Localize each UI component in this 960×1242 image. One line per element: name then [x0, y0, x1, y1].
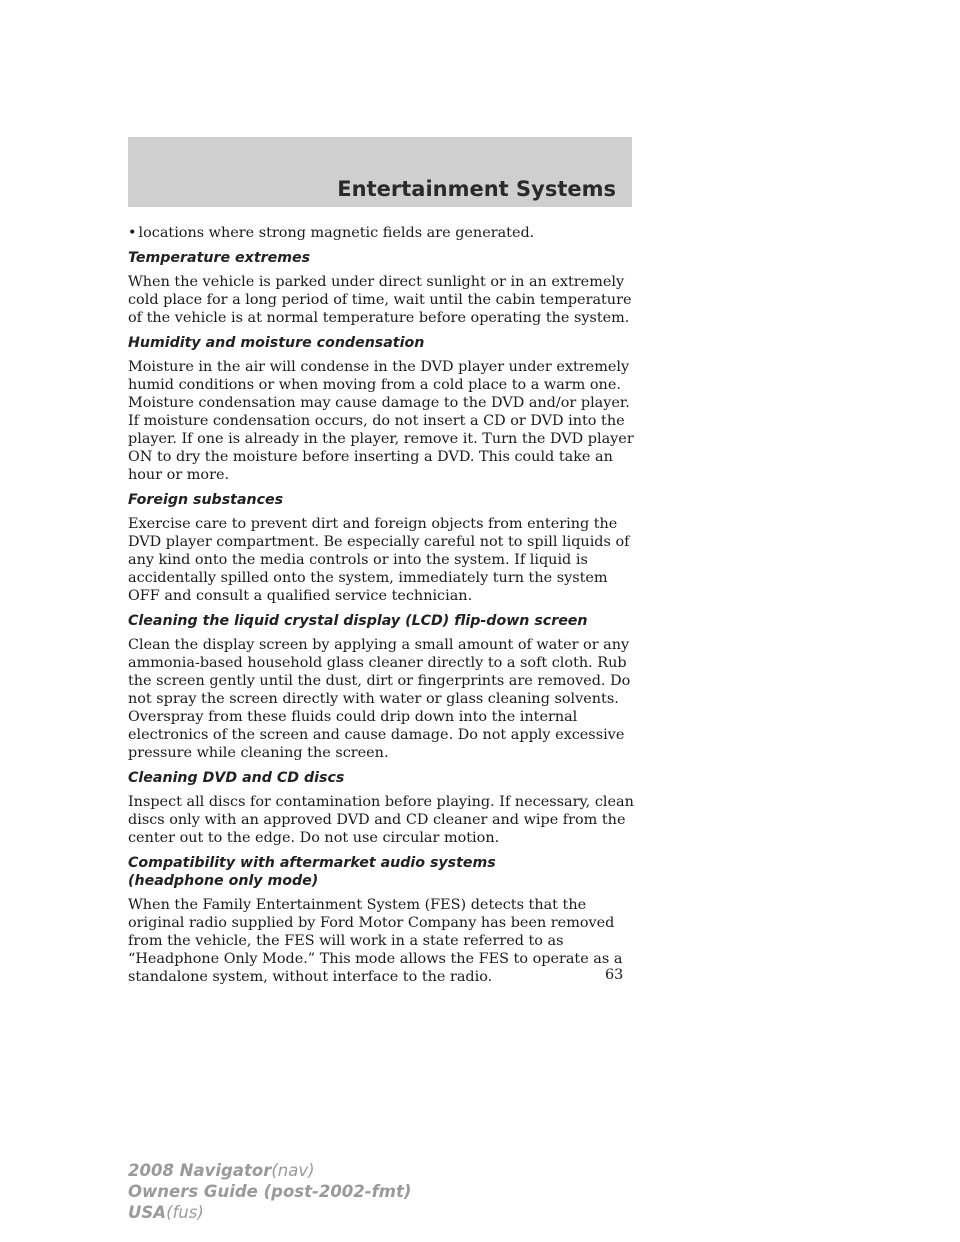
footer-line-2: Owners Guide (post-2002-fmt) — [128, 1182, 412, 1201]
heading-cleaning-discs: Cleaning DVD and CD discs — [128, 770, 345, 786]
heading-compatibility — [128, 854, 640, 890]
page-content — [128, 224, 640, 993]
footer — [128, 1160, 411, 1223]
paragraph-compatibility: When the Family Entertainment System (FES) detects that the original radio supplied by Ford Motor Company has been removed from the vehicle, the FES will work in a state referred to as “Headphone Only Mode.” This mode allows the FES to operate as a standalone system, without interface to the radio. — [128, 897, 623, 985]
heading-cleaning-lcd: Cleaning the liquid crystal display (LCD) flip-down screen — [128, 613, 588, 629]
paragraph-cleaning-lcd: Clean the display screen by applying a small amount of water or any ammonia-based household glass cleaner directly to a soft cloth. Rub the screen gently until the dust, dirt or fingerprints are removed. Do not spray the screen directly with water or glass cleaning solvents. Overspray from these fluids could drip down into the internal electronics of the screen and cause damage. Do not apply excessive pressure while cleaning the screen. — [128, 637, 631, 761]
heading-temperature-extremes: Temperature extremes — [128, 250, 311, 266]
heading-foreign-substances: Foreign substances — [128, 492, 284, 508]
section-title: Entertainment Systems — [337, 177, 616, 201]
paragraph-humidity: Moisture in the air will condense in the DVD player under extremely humid conditions or when moving from a cold place to a warm one. Moisture condensation may cause damage to the DVD and/or player. If moisture condensation occurs, do not insert a CD or DVD into the player. If one is already in the player, remove it. Turn the DVD player ON to dry the moisture before inserting a DVD. This could take an hour or more. — [128, 359, 634, 483]
bullet-text: locations where strong magnetic fields are generated. — [138, 225, 535, 241]
footer-model: 2008 Navigator — [128, 1161, 272, 1180]
heading-humidity: Humidity and moisture condensation — [128, 335, 425, 351]
footer-model-code: (nav) — [271, 1161, 315, 1180]
paragraph-temperature-extremes: When the vehicle is parked under direct sunlight or in an extremely cold place for a long period of time, wait until the cabin temperature of the vehicle is at normal temperature before operating the system. — [128, 274, 632, 326]
bullet-item — [128, 224, 640, 242]
header-band — [128, 137, 632, 207]
page-number: 63 — [605, 967, 624, 983]
footer-market-code: (fus) — [166, 1203, 204, 1222]
heading-compatibility-line2: (headphone only mode) — [128, 873, 319, 889]
paragraph-cleaning-discs: Inspect all discs for contamination before playing. If necessary, clean discs only with an approved DVD and CD cleaner and wipe from the center out to the edge. Do not use circular motion. — [128, 794, 634, 846]
heading-compatibility-line1: Compatibility with aftermarket audio systems — [128, 855, 496, 871]
footer-line-3 — [128, 1202, 411, 1223]
bullet-icon: • — [128, 225, 137, 241]
footer-market: USA — [128, 1203, 167, 1222]
paragraph-foreign-substances: Exercise care to prevent dirt and foreign objects from entering the DVD player compartment. Be especially careful not to spill liquids of any kind onto the media controls or into the system. If liquid is accidentally spilled onto the system, immediately turn the system OFF and consult a qualified service technician. — [128, 516, 630, 604]
footer-line-1 — [128, 1160, 411, 1181]
